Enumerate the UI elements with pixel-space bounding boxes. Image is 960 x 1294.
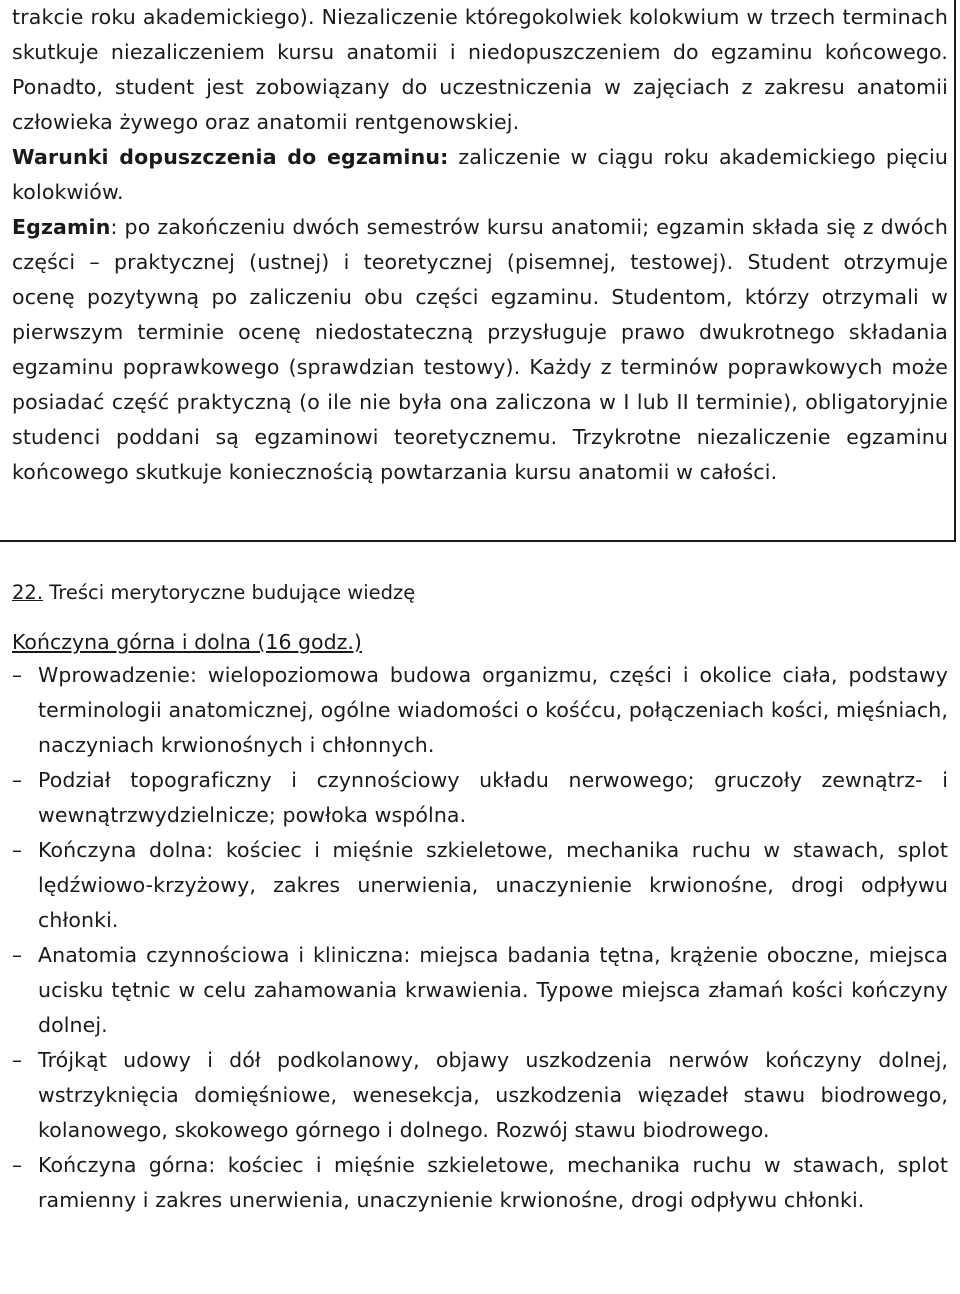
list-item-text: Podział topograficzny i czynnościowy układu nerwowego; gruczoły zewnątrz- i wewnątrzwydzielnicze; powłoka wspólna. [38,768,948,827]
list-item [0,1043,960,1148]
list-item-text: Trójkąt udowy i dół podkolanowy, objawy uszkodzenia nerwów kończyny dolnej, wstrzyknięcia domięśniowe, wenesekcja, uszkodzenia więzadeł stawu biodrowego, kolanowego, skokowego górnego i dolnego. Rozwój stawu biodrowego. [38,1048,948,1142]
subsection-heading: Kończyna górna i dolna (16 godz.) [12,630,362,654]
dash-bullet-icon: – [12,838,23,862]
requirements-paragraph: trakcie roku akademickiego). Niezaliczenie któregokolwiek kolokwium w trzech terminach skutkuje niezaliczeniem kursu anatomii i niedopuszczeniem do egzaminu końcowego. Ponadto, student jest zobowiązany do uczestniczenia w zajęciach z zakresu anatomii człowieka żywego oraz anatomii rentgenowskiej. [12,5,948,134]
list-item-text: Kończyna dolna: kościec i mięśnie szkieletowe, mechanika ruchu w stawach, splot lędźwiowo-krzyżowy, zakres unerwienia, unaczynienie krwionośne, drogi odpływu chłonki. [38,838,948,932]
list-item [0,938,960,1043]
dash-bullet-icon: – [12,1153,23,1177]
section-title: Treści merytoryczne budujące wiedzę [43,581,416,604]
dash-bullet-icon: – [12,943,23,967]
list-item [0,1148,960,1218]
dash-bullet-icon: – [12,1048,23,1072]
list-item-text: Anatomia czynnościowa i kliniczna: miejsca badania tętna, krążenie oboczne, miejsca ucisku tętnic w celu zahamowania krwawienia. Typowe miejsca złamań kości kończyny dolnej. [38,943,948,1037]
content-list [0,658,960,1218]
list-item-text: Wprowadzenie: wielopoziomowa budowa organizmu, części i okolice ciała, podstawy terminologii anatomicznej, ogólne wiadomości o kośćcu, połączeniach kości, mięśniach, naczyniach krwionośnych i chłonnych. [38,663,948,757]
admission-conditions-paragraph [12,140,948,210]
list-item [0,833,960,938]
requirements-box [0,0,956,542]
exam-text: : po zakończeniu dwóch semestrów kursu anatomii; egzamin składa się z dwóch części – praktycznej (ustnej) i teoretycznej (pisemnej, testowej). Student otrzymuje ocenę pozytywną po zaliczeniu obu części egzaminu. Studentom, którzy otrzymali w pierwszym terminie ocenę niedostateczną przysługuje prawo dwukrotnego składania egzaminu poprawkowego (sprawdzian testowy). Każdy z terminów poprawkowych może posiadać część praktyczną (o ile nie była ona zaliczona w I lub II terminie), obligatoryjnie studenci poddani są egzaminowi teoretycznemu. Trzykrotne niezaliczenie egzaminu końcowego skutkuje koniecznością powtarzania kursu anatomii w całości. [12,215,948,484]
list-item-text: Kończyna górna: kościec i mięśnie szkieletowe, mechanika ruchu w stawach, splot ramienny i zakres unerwienia, unaczynienie krwionośne, drogi odpływu chłonki. [38,1153,948,1212]
admission-conditions-text: zaliczenie w ciągu roku akademickiego pięciu kolokwiów. [12,145,948,204]
exam-label: Egzamin [12,215,111,239]
list-item [0,763,960,833]
list-item [0,658,960,763]
section-number: 22. [12,581,44,604]
dash-bullet-icon: – [12,663,23,687]
dash-bullet-icon: – [12,768,23,792]
section-heading [12,579,415,607]
admission-conditions-label: Warunki dopuszczenia do egzaminu: [12,145,449,169]
exam-paragraph [12,210,948,490]
